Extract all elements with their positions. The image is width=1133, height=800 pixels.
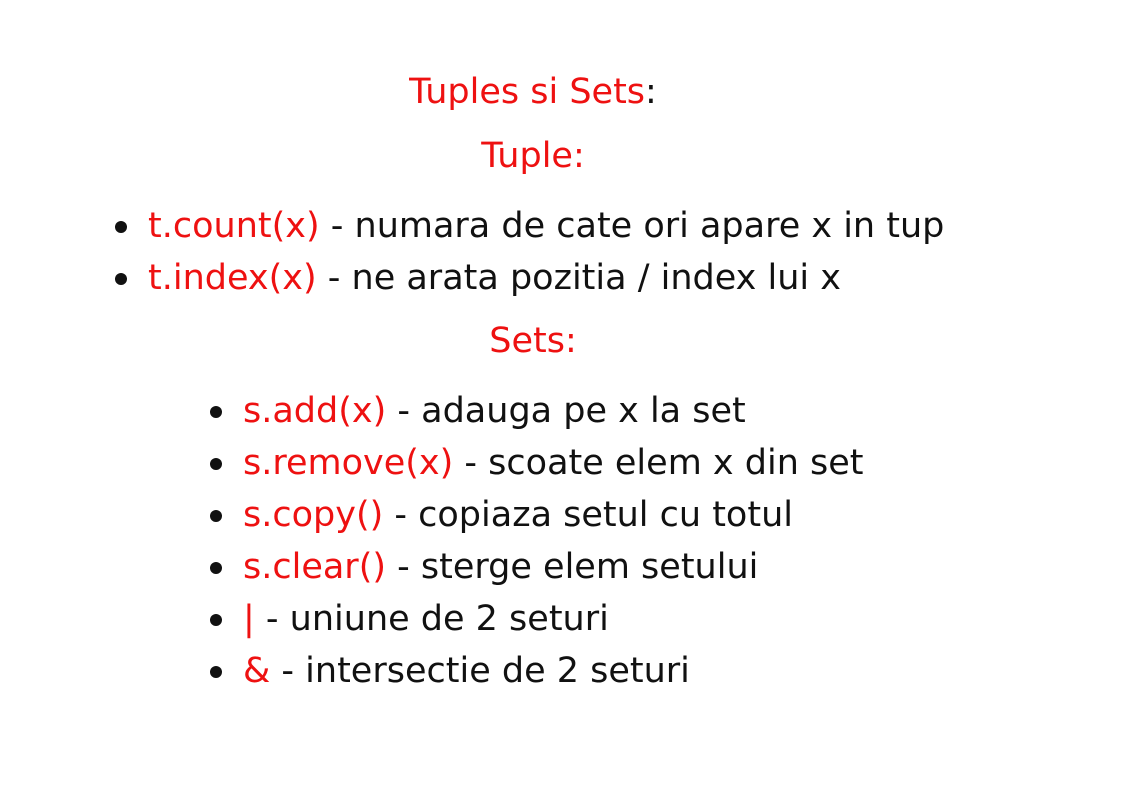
method-term: s.add(x) [243,391,387,431]
list-item [210,541,864,593]
bullet-icon [210,510,222,522]
bullet-icon [115,273,127,285]
method-description: - sterge elem setului [386,547,759,587]
list-item [210,593,864,645]
tuple-section-title: Tuple: [481,136,585,176]
list-item [115,200,944,252]
list-item [210,645,864,697]
page-title-text: Tuples si Sets [409,72,646,112]
page-title-colon: : [645,72,657,112]
bullet-icon [210,406,222,418]
bullet-icon [115,221,127,233]
method-description: - ne arata pozitia / index lui x [316,258,841,298]
set-methods-list [210,385,864,697]
method-description: - adauga pe x la set [386,391,746,431]
method-description: - copiaza setul cu totul [383,495,793,535]
method-description: - uniune de 2 seturi [254,599,609,639]
list-item [115,252,944,304]
method-description: - scoate elem x din set [453,443,864,483]
bullet-icon [210,562,222,574]
bullet-icon [210,666,222,678]
page-title [0,70,1066,114]
method-term: s.copy() [243,495,384,535]
method-description: - intersectie de 2 seturi [270,651,690,691]
list-item [210,437,864,489]
list-item [210,489,864,541]
method-term: & [243,651,271,691]
tuple-methods-list [115,200,944,304]
method-term: s.remove(x) [243,443,454,483]
bullet-icon [210,458,222,470]
method-term: t.count(x) [148,206,320,246]
sets-section-title: Sets: [489,321,577,361]
list-item [210,385,864,437]
method-description: - numara de cate ori apare x in tup [319,206,945,246]
bullet-icon [210,614,222,626]
method-term: | [243,599,255,639]
method-term: t.index(x) [148,258,317,298]
method-term: s.clear() [243,547,387,587]
